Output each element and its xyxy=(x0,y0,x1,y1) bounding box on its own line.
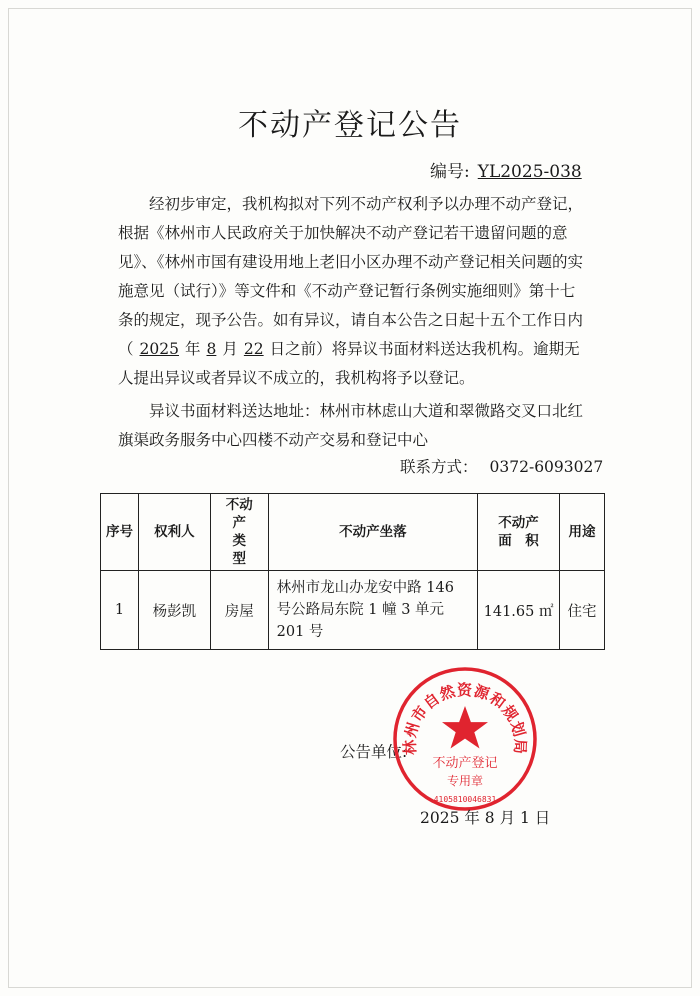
issuer-label: 公告单位: xyxy=(340,743,408,761)
seal-outer-text: 林州市自然资源和规划局 xyxy=(400,680,530,756)
deadline-day: 22 xyxy=(243,340,264,358)
cell-type: 房屋 xyxy=(210,571,268,650)
objection-address-paragraph xyxy=(118,397,588,455)
cell-area: 141.65 ㎡ xyxy=(478,571,560,650)
header-area: 不动产 面 积 xyxy=(478,494,560,571)
header-usage: 用途 xyxy=(560,494,605,571)
cell-location: 林州市龙山办龙安中路 146 号公路局东院 1 幢 3 单元 201 号 xyxy=(268,571,477,650)
deadline-year: 2025 xyxy=(139,340,179,358)
contact-info xyxy=(400,455,603,477)
issue-date: 2025 年 8 月 1 日 xyxy=(420,809,551,827)
announcement-text-b: 日之前）将异议书面材料送达我机构。逾期无人提出异议或者异议不成立的，我机构将予以登记。 xyxy=(118,340,580,387)
year-char: 年 xyxy=(184,340,201,358)
page-title: 不动产登记公告 xyxy=(238,108,462,143)
contact-label: 联系方式： xyxy=(400,458,478,476)
contact-phone: 0372-6093027 xyxy=(489,458,604,476)
cell-usage: 住宅 xyxy=(560,571,605,650)
cell-index: 1 xyxy=(101,571,139,650)
announcement-paragraph xyxy=(118,190,588,393)
table-row xyxy=(101,571,605,650)
header-type: 不动 产 类 型 xyxy=(210,494,268,571)
seal-code: 4105810046831 xyxy=(433,795,497,804)
document-number xyxy=(430,157,582,182)
header-owner: 权利人 xyxy=(138,494,210,571)
seal-inner-line2: 专用章 xyxy=(446,774,484,788)
document-number-value: YL2025-038 xyxy=(477,162,582,182)
seal-inner-line1: 不动产登记 xyxy=(432,756,498,771)
registration-table xyxy=(100,493,605,650)
month-char: 月 xyxy=(222,340,238,358)
document-number-label: 编号: xyxy=(430,162,470,182)
official-seal xyxy=(390,664,540,814)
header-location: 不动产坐落 xyxy=(268,494,477,571)
deadline-month: 8 xyxy=(206,340,217,358)
table-header-row xyxy=(101,494,605,571)
objection-address-text: 异议书面材料送达地址：林州市林虑山大道和翠微路交叉口北红旗渠政务服务中心四楼不动产交易和登记中心 xyxy=(118,402,584,449)
announcement-text-a: 经初步审定，我机构拟对下列不动产权利予以办理不动产登记，根据《林州市人民政府关于加快解决不动产登记若干遗留问题的意见》、《林州市国有建设用地上老旧小区办理不动产登记相关问题的实施意见（试行）》等文件和《不动产登记暂行条例实施细则》第十七条的规定，现予公告。如有异议，请自本公告之日起十五个工作日内（ xyxy=(118,195,584,358)
cell-owner: 杨彭凯 xyxy=(138,571,210,650)
header-index: 序号 xyxy=(101,494,139,571)
